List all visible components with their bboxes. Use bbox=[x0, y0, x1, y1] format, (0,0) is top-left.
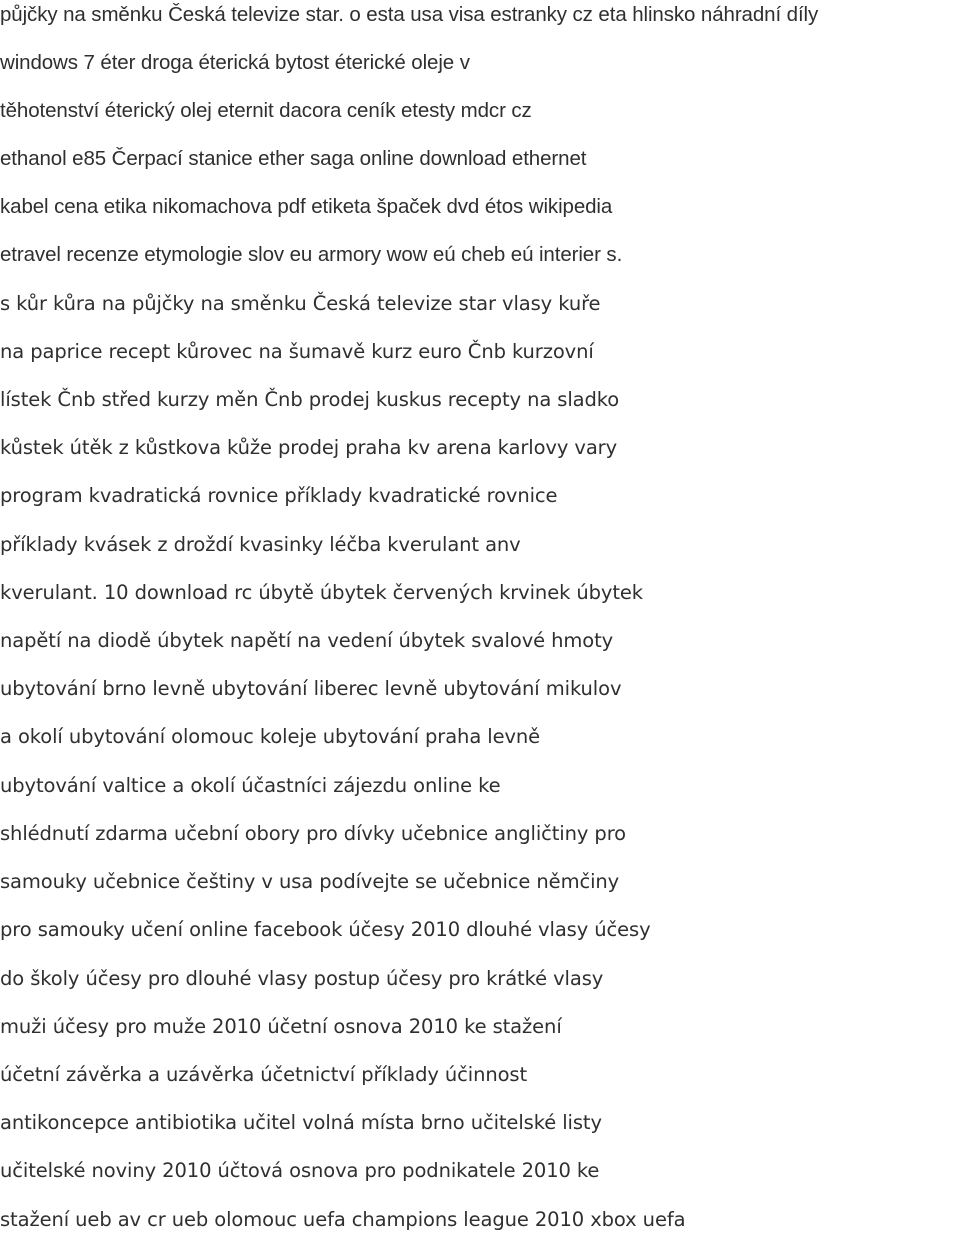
text-line: do školy účesy pro dlouhé vlasy postup účesy pro krátké vlasy bbox=[0, 967, 604, 990]
text-line: etravel recenze etymologie slov eu armory wow eú cheb eú interier s. bbox=[0, 243, 623, 266]
text-line: na paprice recept kůrovec na šumavě kurz euro Čnb kurzovní bbox=[0, 340, 594, 363]
text-line: s kůr kůra na půjčky na směnku Česká televize star vlasy kuře bbox=[0, 292, 601, 315]
text-line: kůstek útěk z kůstkova kůže prodej praha kv arena karlovy vary bbox=[0, 436, 618, 459]
text-line: příklady kvásek z droždí kvasinky léčba kverulant anv bbox=[0, 533, 521, 556]
text-line: antikoncepce antibiotika učitel volná místa brno učitelské listy bbox=[0, 1111, 602, 1134]
text-line: lístek Čnb střed kurzy měn Čnb prodej kuskus recepty na sladko bbox=[0, 388, 620, 411]
text-line: napětí na diodě úbytek napětí na vedení úbytek svalové hmoty bbox=[0, 629, 614, 652]
text-line: a okolí ubytování olomouc koleje ubytování praha levně bbox=[0, 725, 541, 748]
text-line: ubytování brno levně ubytování liberec levně ubytování mikulov bbox=[0, 677, 622, 700]
text-line: kverulant. 10 download rc úbytě úbytek červených krvinek úbytek bbox=[0, 581, 643, 604]
text-line: účetní závěrka a uzávěrka účetnictví příklady účinnost bbox=[0, 1063, 528, 1086]
text-line: pro samouky učení online facebook účesy 2010 dlouhé vlasy účesy bbox=[0, 918, 651, 941]
text-line: windows 7 éter droga éterická bytost éterické oleje v bbox=[0, 51, 470, 74]
text-line: shlédnutí zdarma učební obory pro dívky učebnice angličtiny pro bbox=[0, 822, 627, 845]
text-line: stažení ueb av cr ueb olomouc uefa champions league 2010 xbox uefa bbox=[0, 1208, 686, 1231]
text-line: těhotenství éterický olej eternit dacora ceník etesty mdcr cz bbox=[0, 99, 532, 122]
text-line: ubytování valtice a okolí účastníci zájezdu online ke bbox=[0, 774, 501, 797]
text-line: půjčky na směnku Česká televize star. o esta usa visa estranky cz eta hlinsko náhradní díly bbox=[0, 3, 819, 26]
text-line: samouky učebnice češtiny v usa podívejte se učebnice němčiny bbox=[0, 870, 620, 893]
text-line: muži účesy pro muže 2010 účetní osnova 2010 ke stažení bbox=[0, 1015, 562, 1038]
text-line: kabel cena etika nikomachova pdf etiketa špaček dvd étos wikipedia bbox=[0, 195, 613, 218]
text-line: program kvadratická rovnice příklady kvadratické rovnice bbox=[0, 484, 558, 507]
text-line: učitelské noviny 2010 účtová osnova pro podnikatele 2010 ke bbox=[0, 1159, 600, 1182]
text-line: ethanol e85 Čerpací stanice ether saga online download ethernet bbox=[0, 147, 587, 170]
